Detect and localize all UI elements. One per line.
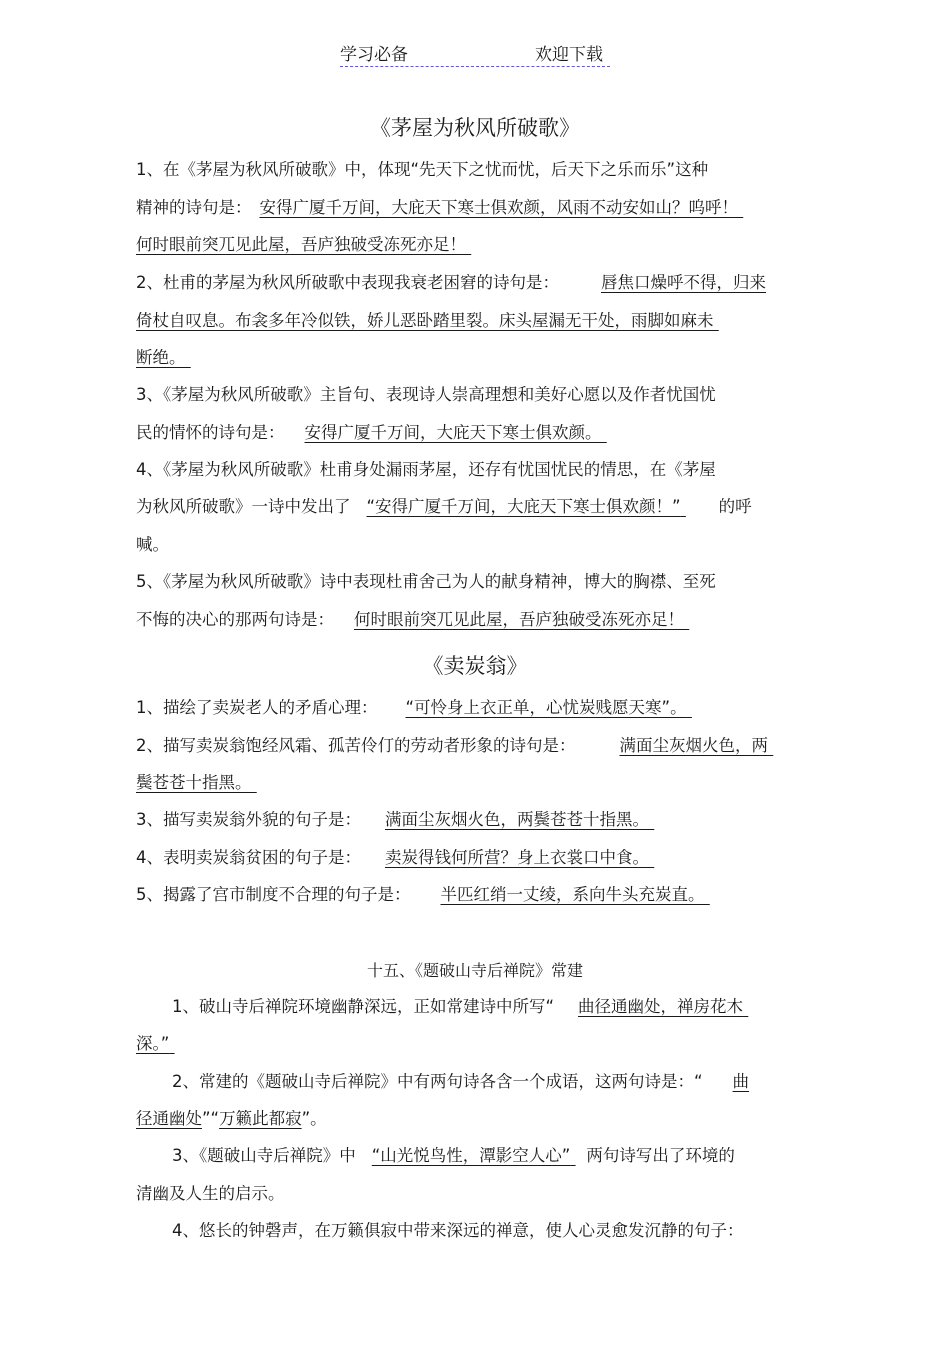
question-line: 2、杜甫的茅屋为秋风所破歌中表现我衰老困窘的诗句是： 唇焦口燥呼不得，归来 (136, 271, 766, 295)
header-right-text: 欢迎下载 (535, 45, 603, 65)
header-left-text: 学习必备 (340, 45, 408, 65)
answer-text: 鬓苍苍十指黑。 (136, 773, 252, 792)
answer-text: 深。” (136, 1034, 170, 1053)
question-line: 径通幽处”“万籁此都寂”。 (136, 1107, 327, 1131)
answer-text: 径通幽处 (136, 1109, 202, 1128)
question-line: 5、揭露了宫市制度不合理的句子是： 半匹红绡一丈绫，系向牛头充炭直。 (136, 883, 731, 907)
answer-text: 曲径通幽处，禅房花木 (578, 997, 744, 1016)
answer-text: 万籁此都寂 (219, 1109, 302, 1128)
question-line: 4、表明卖炭翁贫困的句子是： 卖炭得钱何所营？身上衣裳口中食。 (136, 846, 677, 870)
answer-text: 断绝。 (136, 348, 186, 367)
question-line: 清幽及人生的启示。 (136, 1184, 285, 1203)
question-line: 民的情怀的诗句是： 安得广厦千万间，大庇天下寒士俱欢颜。 (136, 421, 636, 445)
question-line: 1、破山寺后禅院环境幽静深远，正如常建诗中所写“ 曲径通幽处，禅房花木 (172, 995, 751, 1019)
answer-text: 满面尘灰烟火色，两 (619, 736, 768, 755)
answer-text: 安得广厦千万间，大庇天下寒士俱欢颜。 (304, 423, 602, 442)
question-line (136, 771, 266, 795)
question-line: 4、《茅屋为秋风所破歌》杜甫身处漏雨茅屋，还存有忧国忧民的情思，在《茅屋 (136, 460, 716, 479)
answer-text: 何时眼前突兀见此屋，吾庐独破受冻死亦足！ (136, 235, 466, 254)
question-line (136, 309, 764, 333)
question-line: 1、在《茅屋为秋风所破歌》中，体现“先天下之忧而忧，后天下之乐而乐”这种 (136, 160, 709, 179)
answer-text: “可怜身上衣正单，心忧炭贱愿天寒”。 (405, 698, 687, 717)
answer-text: “安得广厦千万间，大庇天下寒士俱欢颜！” (366, 497, 681, 516)
answer-text: 倚杖自叹息。布衾多年冷似铁，娇儿恶卧踏里裂。床头屋漏无干处，雨脚如麻未 (136, 311, 714, 330)
answer-text: 曲 (732, 1072, 750, 1091)
section-title: 《卖炭翁》 (422, 654, 528, 678)
question-line (136, 346, 198, 370)
answer-text: 何时眼前突兀见此屋，吾庐独破受冻死亦足！ (354, 610, 684, 629)
answer-text: 满面尘灰烟火色，两鬓苍苍十指黑。 (385, 810, 649, 829)
question-line: 不悔的决心的那两句诗是： 何时眼前突兀见此屋，吾庐独破受冻死亦足！ (136, 608, 716, 632)
question-line: 3、《题破山寺后禅院》中 “山光悦鸟性，潭影空人心” 两句诗写出了环境的 (172, 1144, 735, 1168)
answer-text: 安得广厦千万间，大庇天下寒士俱欢颜，风雨不动安如山？呜呼！ (259, 198, 738, 217)
question-line: 3、《茅屋为秋风所破歌》主旨句、表现诗人崇高理想和美好心愿以及作者忧国忧 (136, 385, 716, 404)
answer-text: 卖炭得钱何所营？身上衣裳口中食。 (385, 848, 649, 867)
question-line: 2、描写卖炭翁饱经风霜、孤苦伶仃的劳动者形象的诗句是： 满面尘灰烟火色，两 (136, 734, 776, 758)
page-header (340, 40, 610, 67)
answer-text: 唇焦口燥呼不得，归来 (601, 273, 766, 292)
question-line (136, 233, 498, 257)
question-line: 1、描绘了卖炭老人的矛盾心理： “可怜身上衣正单，心忧炭贱愿天寒”。 (136, 696, 709, 720)
answer-text: “山光悦鸟性，潭影空人心” (371, 1146, 571, 1165)
question-line: 4、悠长的钟磬声，在万籁俱寂中带来深远的禅意，使人心灵愈发沉静的句子： (172, 1221, 744, 1240)
section-title: 《茅屋为秋风所破歌》 (370, 116, 580, 140)
question-line (136, 1032, 173, 1056)
question-line: 精神的诗句是： 安得广厦千万间，大庇天下寒士俱欢颜，风雨不动安如山？呜呼！ (136, 196, 764, 220)
question-line: 5、《茅屋为秋风所破歌》诗中表现杜甫舍己为人的献身精神，博大的胸襟、至死 (136, 572, 716, 591)
question-line: 3、描写卖炭翁外貌的句子是： 满面尘灰烟火色，两鬓苍苍十指黑。 (136, 808, 675, 832)
question-line: 喊。 (136, 535, 169, 554)
section-title: 十五、《题破山寺后禅院》常建 (366, 961, 583, 980)
question-line: 为秋风所破歌》一诗中发出了 “安得广厦千万间，大庇天下寒士俱欢颜！” 的呼 (136, 495, 752, 519)
answer-text: 半匹红绡一丈绫，系向牛头充炭直。 (440, 885, 705, 904)
question-line: 2、常建的《题破山寺后禅院》中有两句诗各含一个成语，这两句诗是：“ 曲 (172, 1070, 749, 1094)
